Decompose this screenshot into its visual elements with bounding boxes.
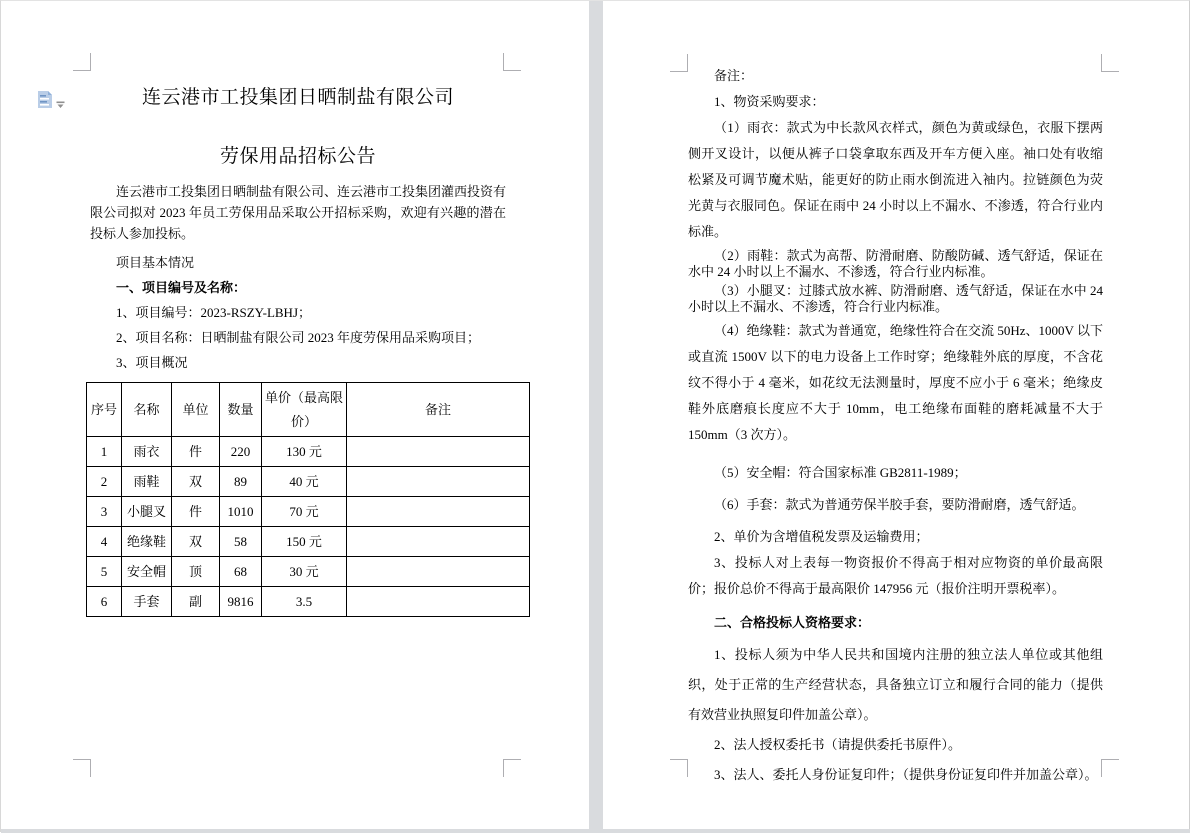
table-cell: 150 元 (262, 527, 347, 557)
table-cell: 双 (172, 467, 220, 497)
document-icon[interactable] (37, 90, 53, 109)
margin-mark-p1-top-right (503, 53, 521, 71)
table-row (87, 527, 530, 557)
margin-mark-p1-bottom-right (503, 759, 521, 777)
paragraph: （2）雨鞋：款式为高帮、防滑耐磨、防酸防碱、透气舒适，保证在水中 24 小时以上不漏水、不渗透，符合行业内标准。 (688, 248, 1103, 279)
paragraph: （6）手套：款式为普通劳保半胶手套，要防滑耐磨，透气舒适。 (714, 497, 1085, 512)
table-cell (347, 587, 530, 617)
table-cell: 雨衣 (122, 437, 172, 467)
table-cell (347, 557, 530, 587)
table-cell: 3 (87, 497, 122, 527)
paragraph: （1）雨衣：款式为中长款风衣样式，颜色为黄或绿色，衣服下摆两侧开叉设计，以便从裤子口袋拿取东西及开车方便入座。袖口处有收缩松紧及可调节魔术贴，能更好的防止雨水倒流进入袖内。拉链颜色为荧光黄与衣服同色。保证在雨中 24 小时以上不漏水、不渗透，符合行业内标准。 (688, 120, 1103, 239)
table-cell: 89 (220, 467, 262, 497)
paragraph: 二、合格投标人资格要求： (714, 615, 871, 630)
table-cell: 副 (172, 587, 220, 617)
table-cell: 5 (87, 557, 122, 587)
table-cell: 220 (220, 437, 262, 467)
table-cell (347, 497, 530, 527)
table-header-cell: 单价（最高限价） (262, 383, 347, 437)
table-cell: 70 元 (262, 497, 347, 527)
table-cell (347, 437, 530, 467)
paragraph: 备注： (714, 68, 754, 83)
paragraph: 1、投标人须为中华人民共和国境内注册的独立法人单位或其他组织，处于正常的生产经营状态，具备独立订立和履行合同的能力（提供有效营业执照复印件加盖公章）。 (688, 647, 1103, 722)
project-overview-line: 3、项目概况 (116, 355, 188, 370)
table-cell: 顶 (172, 557, 220, 587)
paragraph: （4）绝缘鞋：款式为普通宽，绝缘性符合在交流 50Hz、1000V 以下或直流 1500V 以下的电力设备上工作时穿；绝缘鞋外底的厚度，不含花纹不得小于 4 毫米，如花纹无法测量时，厚度不应小于 6 毫米；绝缘皮鞋外底磨痕长度应不大于 10mm，电工绝缘布面鞋的磨耗减量不大于 150mm（3 次方）。 (688, 323, 1103, 442)
margin-mark-p2-top-right (1101, 54, 1119, 72)
paragraph: （5）安全帽：符合国家标准 GB2811-1989； (714, 465, 967, 480)
table-cell: 安全帽 (122, 557, 172, 587)
table-cell: 1010 (220, 497, 262, 527)
margin-mark-p2-bottom-left (670, 759, 688, 777)
table-header-cell: 数量 (220, 383, 262, 437)
table-cell: 绝缘鞋 (122, 527, 172, 557)
section-heading-1: 一、项目编号及名称： (116, 280, 247, 295)
table-cell: 58 (220, 527, 262, 557)
table-row (87, 587, 530, 617)
table-cell: 3.5 (262, 587, 347, 617)
table-cell: 双 (172, 527, 220, 557)
table-cell: 1 (87, 437, 122, 467)
paragraph: 3、法人、委托人身份证复印件；（提供身份证复印件并加盖公章）。 (714, 767, 1098, 782)
project-number-line: 1、项目编号：2023-RSZY-LBHJ； (116, 305, 312, 320)
section-label: 项目基本情况 (116, 255, 195, 270)
table-cell: 2 (87, 467, 122, 497)
table-row (87, 557, 530, 587)
table-cell: 40 元 (262, 467, 347, 497)
table-cell: 9816 (220, 587, 262, 617)
bottom-edge (1, 829, 1190, 833)
doc-subtitle: 劳保用品招标公告 (219, 146, 376, 167)
page-2 (603, 1, 1187, 829)
table-cell: 4 (87, 527, 122, 557)
table-cell: 件 (172, 437, 220, 467)
paragraph: （3）小腿叉：过膝式放水裤、防滑耐磨、透气舒适，保证在水中 24 小时以上不漏水、不渗透，符合行业内标准。 (688, 283, 1103, 314)
paragraph: 3、投标人对上表每一物资报价不得高于相对应物资的单价最高限价；报价总价不得高于最高限价 147956 元（报价注明开票税率）。 (688, 555, 1103, 596)
table-cell: 雨鞋 (122, 467, 172, 497)
margin-mark-p1-bottom-left (73, 759, 91, 777)
table-header-row (87, 383, 530, 437)
doc-title: 连云港市工投集团日晒制盐有限公司 (141, 87, 454, 108)
table-row (87, 497, 530, 527)
project-name-line: 2、项目名称：日晒制盐有限公司 2023 年度劳保用品采购项目； (116, 330, 481, 345)
table-cell: 6 (87, 587, 122, 617)
table-cell: 30 元 (262, 557, 347, 587)
page-gap (589, 1, 603, 829)
table-cell (347, 527, 530, 557)
paragraph: 1、物资采购要求： (714, 94, 825, 109)
items-table (86, 382, 530, 617)
table-row (87, 467, 530, 497)
margin-mark-p1-top-left (73, 53, 91, 71)
table-cell: 手套 (122, 587, 172, 617)
intro-paragraph: 连云港市工投集团日晒制盐有限公司、连云港市工投集团灌西投资有限公司拟对 2023 年员工劳保用品采取公开招标采购，欢迎有兴趣的潜在投标人参加投标。 (90, 184, 507, 241)
margin-mark-p2-top-left (670, 54, 688, 72)
paragraph: 2、法人授权委托书（请提供委托书原件）。 (714, 737, 962, 752)
table-header-cell: 名称 (122, 383, 172, 437)
dropdown-arrow-icon[interactable] (56, 96, 65, 104)
table-cell: 68 (220, 557, 262, 587)
table-cell: 件 (172, 497, 220, 527)
paragraph: 2、单价为含增值税发票及运输费用； (714, 529, 929, 544)
table-header-cell: 序号 (87, 383, 122, 437)
margin-mark-p2-bottom-right (1101, 759, 1119, 777)
table-header-cell: 单位 (172, 383, 220, 437)
page-1 (2, 1, 589, 829)
table-cell: 130 元 (262, 437, 347, 467)
table-cell: 小腿叉 (122, 497, 172, 527)
page-1-content (90, 87, 506, 617)
table-cell (347, 467, 530, 497)
table-row (87, 437, 530, 467)
table-header-cell: 备注 (347, 383, 530, 437)
page-2-content (688, 63, 1103, 790)
